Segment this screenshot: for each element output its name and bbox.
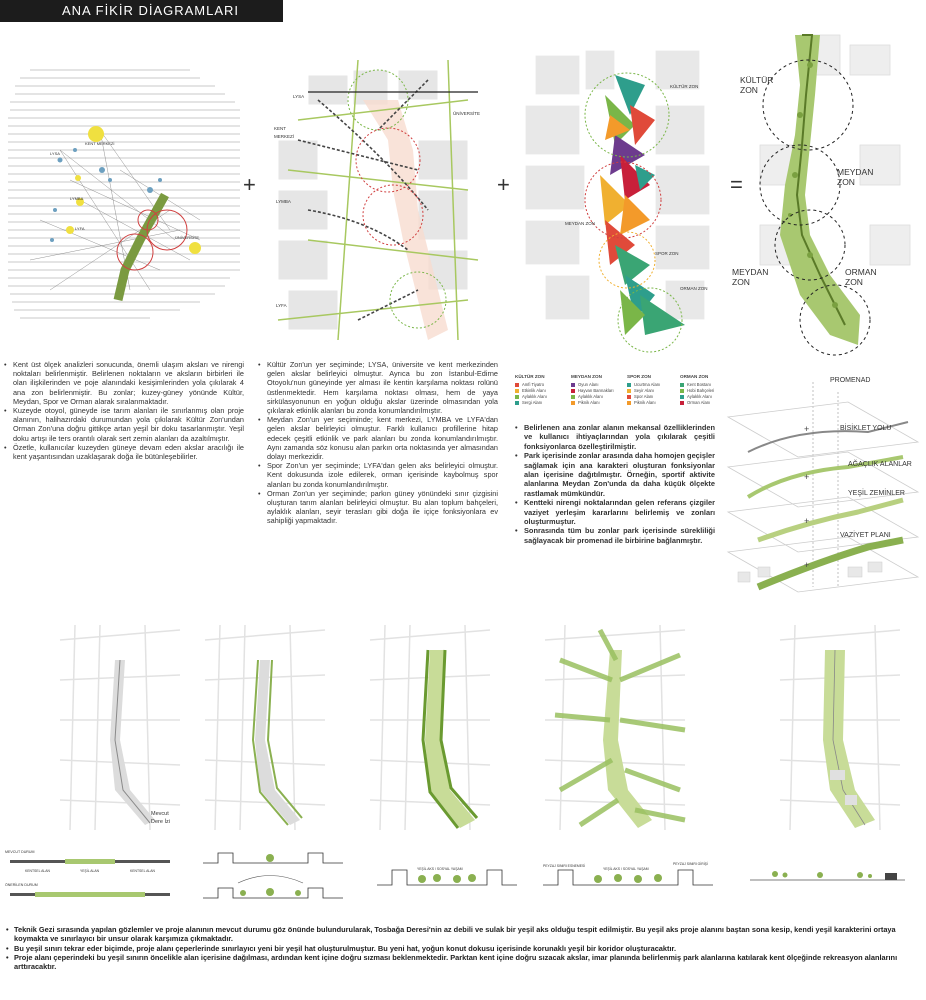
layer-label-agaclik: AĞAÇLIK ALANLAR [848,461,912,468]
diagram-city-analysis [0,30,250,350]
text-item: • Özetle, kullanıcılar kuzeyden güneye devam eden akslar aracılığı ile kent yaşantısından uzaklaşarak doğa ile bütünleşebilirler. [4,443,244,461]
text-item: • Sonrasında tüm bu zonlar park içerisinde sürekliliği sağlayacak bir promenad ile birbirine bağlanmıştır. [515,526,715,545]
layer-label-yesil: YEŞİL ZEMİNLER [848,490,905,497]
section-label: ÖNERİLEN DURUM [5,883,38,887]
section-5 [745,845,915,900]
plus-operator: + [497,172,510,197]
section-label: YEŞİL AKS / SOSYAL YAŞAM [603,867,649,871]
zone-label-orman: ORMAN ZON [680,286,708,291]
text-item: • Meydan Zon'un yer seçiminde; kent merkezi, LYMBA ve LYFA'dan gelen akslar belirleyici olmuştur. Farklı kullanıcı profillerine hitap edecek çeşitli etkinlik ve park alanları bu zonda konumlandırılmıştır. Aynı zamanda söz konusu alan parkın orta noktasında yer almasından dolayı merkezidir. [258,415,498,461]
river-label: Mevcut Dere İzi [151,811,170,825]
text-item: • Bu yeşil sınırı tekrar eder biçimde, proje alanı çeperlerinde sınırlayıcı yeni bir yeşil hat oluşturulmuştur. Bu yeni hat, yoğun konut dokusu içerisinde korunaklı yeşil bir koridor oluşturacaktır. [6,944,916,953]
section-label: YEŞİL ALAN [80,869,100,873]
map-label: ÜNİVERSİTE [175,235,200,240]
layer-label-promenad: PROMENAD [830,377,871,384]
section-1 [5,845,175,910]
legend-column: KÜLTÜR ZON Amfi Tiyatro Etkinlik Alanı Aylaklık Alanı Sergi Alanı [515,374,547,405]
map-label-kent-merkezi: KENT MERKEZİ [274,126,295,139]
legend-column: MEYDAN ZON Oyun Alanı Hayvan Barınakları Aylaklık Alanı Piknik Alanı [571,374,614,405]
bottom-text-block [6,925,916,971]
section-label: PEYZAJ SINIRI ESNEMESİ [543,864,586,868]
diagram-masterplan [732,35,926,365]
equals-operator: = [730,172,743,197]
bottom-map-3 [365,620,495,835]
section-label: KENTSEL ALAN [25,869,50,873]
text-item: • Kültür Zon'un yer seçiminde; LYSA, üniversite ve kent merkezinden gelen akslar belirleyici olmuştur. Ayrıca bu zon İstanbul-Edirne Otoyolu'nun güneyinde yer alması ile kentin karşılama noktası rolünü üstlenmektedir. Hem karşılama noktası olması, hem de yaya sirkülasyonunun en yoğun olduğu akslar üzerinde olmasından yola çıkılarak etkinlik alanları bu zonda konumlandırılmıştır. [258,360,498,415]
text-item: • Teknik Gezi sırasında yapılan gözlemler ve proje alanının mevcut durumu göz önünde bulundurularak, Tosbağa Deresi'nin az debili ve sulak bir yeşil aks olduğu tespit edilmiştir. Bu yeşil aks proje alanını baştan sona kesip, kendi yeşil karakterini ortaya koymakta ve sınırlayıcı bir unsur olarak karşımıza çıkmaktadır. [6,925,916,944]
bottom-map-5 [775,620,905,835]
map-label: LYMBA [70,196,84,201]
svg-text:+: + [804,472,810,482]
text-item: • Kentteki nirengi noktalarından gelen referans çizgiler vaziyet yerleşim kararlarını belirlemiş ve zonları oluşturmuştur. [515,498,715,526]
diagram-zones [515,35,725,360]
plus-operator: + [243,172,256,197]
map-label-lymba: LYMBA [276,199,291,204]
bottom-map-4 [540,620,690,835]
svg-text:+: + [804,560,810,570]
section-label: KENTSEL ALAN [130,869,155,873]
text-column-1 [4,360,244,461]
layer-stack-illustration [718,372,926,604]
layer-label-vaziyet: VAZİYET PLANI [840,532,891,539]
text-item: • Proje alanı çeperindeki bu yeşil sınırın öncelikle alan içerisine dağılması, ardından kent içine doğru sızması beklenmektedir. Parktan kent içine doğru sızacak akslar, imar planında belirlenmiş park alanlarına katılarak kent ölçeğinde rekreasyon alanlarını arttıracaktır. [6,953,916,972]
layer-stack-diagram [718,372,926,604]
zone-label-orman: ORMAN ZON [845,267,877,287]
zone-label-meydan: MEYDAN ZON [837,167,874,187]
text-column-2 [258,360,498,526]
text-item: • Belirlenen ana zonlar alanın mekansal özelliklerinden ve kullanıcı ihtiyaçlarından yola çıkılarak çeşitli fonksiyonlarca özelleştirilmiştir. [515,423,715,451]
map-label-lyfa: LYFA [276,303,287,308]
zone-label-spor: SPOR ZON [655,251,679,256]
map-label: LYFA [75,226,85,231]
layer-label-bisiklet: BİSİKLET YOLU [840,425,892,432]
text-item: • Kuzeyde otoyol, güneyde ise tarım alanları ile sınırlanmış olan proje alanının, halihazırdaki durumundan yola çıkılarak Kültür Zon'undan Orman Zon'una doğru gittikçe artan yeşil bir doku tasarlanmıştır. Yeşil doku artışı ile ters orantılı olarak sert zemin alanları da azaltılmıştır. [4,406,244,443]
zone-label-kultur: KÜLTÜR ZON [740,75,774,95]
section-label: YEŞİL AKS / SOSYAL YAŞAM [417,867,463,871]
diagram-axes [268,40,498,350]
section-2 [198,838,348,916]
section-label: MEVCUT DURUM [5,850,35,854]
section-label: PEYZAJ SINIRI GİRİŞİ [673,862,708,866]
section-3 [372,845,522,900]
map-label: LYSA [50,151,60,156]
map-label: KENT MERKEZİ [85,141,115,146]
zone-label-meydan: MEYDAN ZON [565,221,596,226]
bottom-map-1 [55,620,185,835]
axes-map [268,40,498,350]
text-item: • Park içerisinde zonlar arasında daha homojen geçişler sağlamak için ana karakteri oluşturan fonksiyonlar alan içerisine dağıtılmıştır. Örneğin, sportif aktivite alanlarına Meydan Zon'unda da daha küçük ölçekte rastlamak mümkündür. [515,451,715,498]
map-label-lysa: LYSA [293,94,305,99]
zone-label-kultur: KÜLTÜR ZON [670,84,699,89]
text-item: • Spor Zon'un yer seçiminde; LYFA'dan gelen aks belirleyici olmuştur. Kent dokusunda izole edilerek, orman içerisinde kaybolmuş spor alanları bu zonda konumlandırılmıştır. [258,461,498,489]
legend-column: ORMAN ZON Kent Bostanı Hobi Bahçeleri Aylaklık Alanı Orman Alanı [680,374,715,405]
city-analysis-map [0,30,250,350]
map-label-universite: ÜNİVERSİTE [453,111,481,116]
text-column-3 [515,423,715,545]
section-4 [538,845,718,900]
zone-label-meydan-2: MEYDAN ZON [732,267,769,287]
legend-column: SPOR ZON Ucurtma Alanı Seyir Alanı Spor Alanı Piknik Alanı [627,374,661,405]
page-title: ANA FİKİR DİAGRAMLARI [0,0,283,22]
svg-text:+: + [804,424,810,434]
text-item: • Kent üst ölçek analizleri sonucunda, önemli ulaşım aksları ve nirengi noktaları belirlenmiştir. Belirlenen noktaların ve aksların birbirleri ile olan ilişkilerinden ve poje alanındaki kesişimlerinden yola çıkılarak 4 ana zon belirlenmiştir. Bu zonlar; kuzey-güney yönünde Kültür, Meydan, Spor ve Orman alarak sıralanmaktadır. [4,360,244,406]
text-item: • Orman Zon'un yer seçiminde; parkın güney yönündeki sınır çizgisini oluşturan tarım alanları belirleyici olmuştur. Bu alan toplum bahçeleri, aylaklık alanları, seyir terasları gibi doğa ile içiçe fonksiyonlara ev sahipliği yapmaktadır. [258,489,498,526]
bottom-map-2 [200,620,330,835]
svg-text:+: + [804,516,810,526]
